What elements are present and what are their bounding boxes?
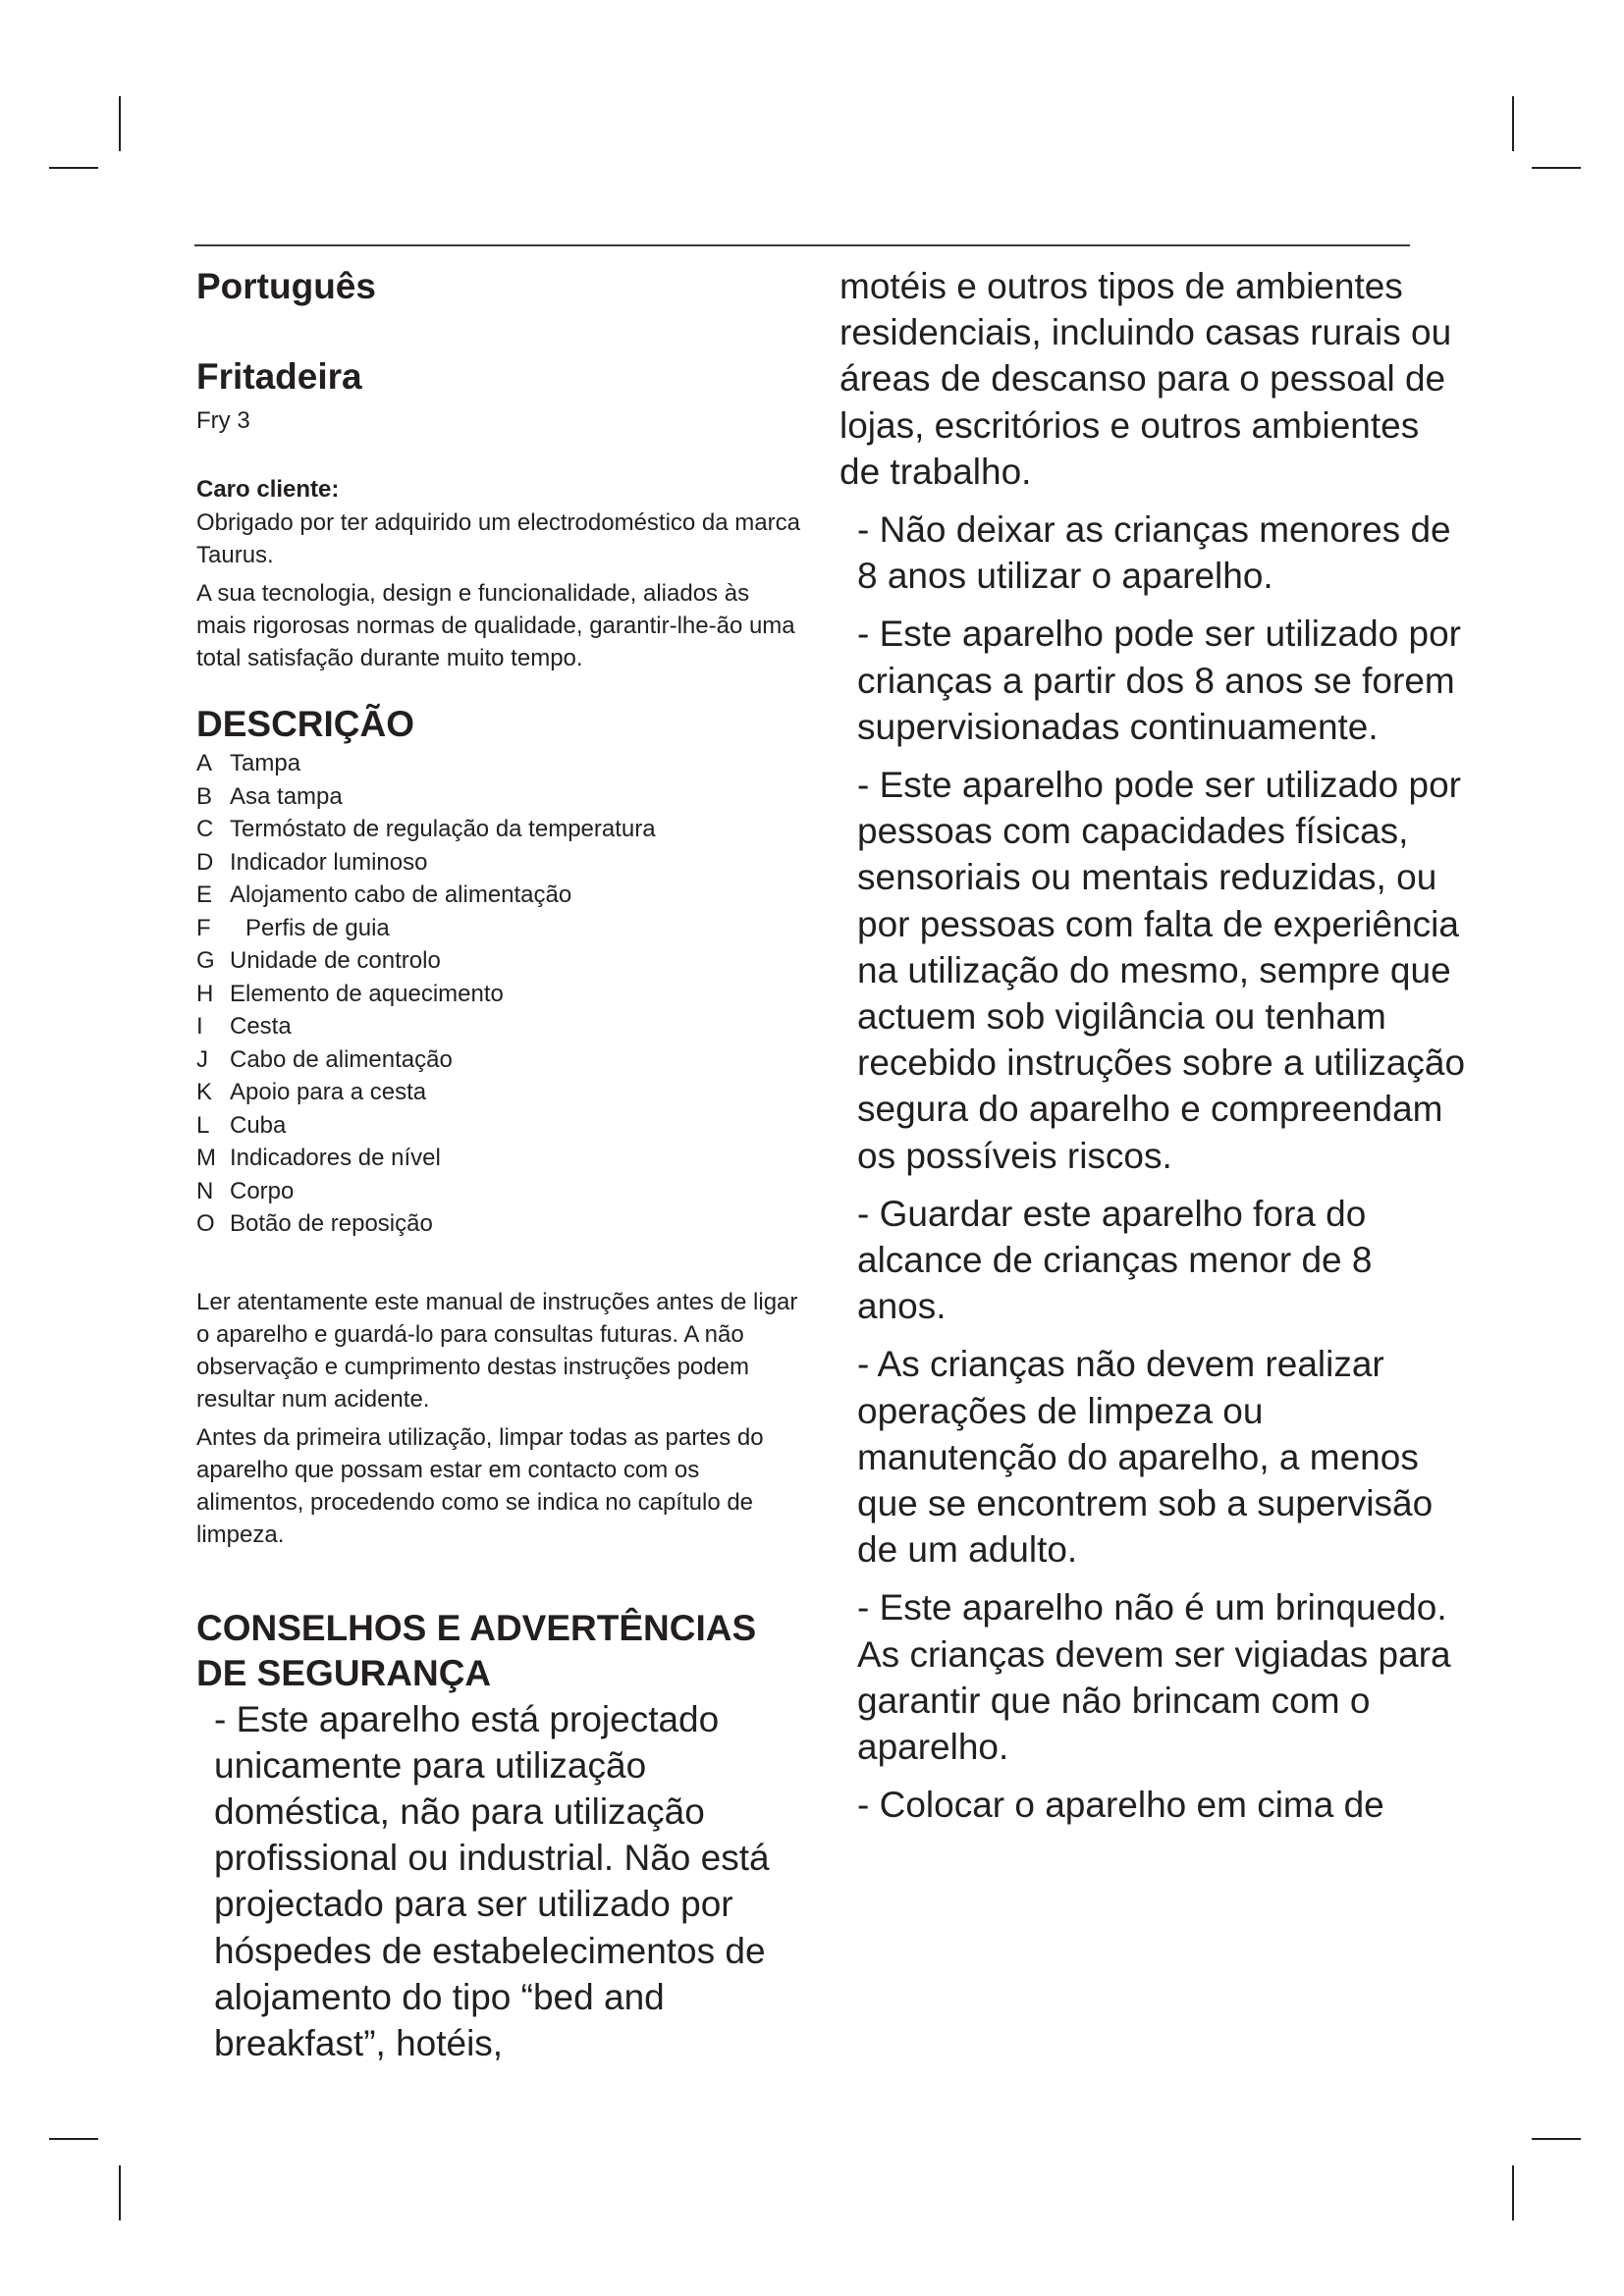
part-name: Perfis de guia	[245, 914, 390, 941]
crop-mark-bottom-left-horizontal	[49, 2138, 98, 2140]
part-name: Cabo de alimentação	[230, 1045, 453, 1073]
part-letter: L	[196, 1111, 210, 1139]
crop-mark-bottom-right-horizontal	[1532, 2138, 1581, 2140]
part-name: Indicadores de nível	[230, 1145, 441, 1171]
part-letter: O	[196, 1210, 215, 1237]
safety-item: - Colocar o aparelho em cima de	[857, 1785, 1384, 1826]
part-letter: H	[196, 980, 214, 1007]
safety-item: - Este aparelho pode ser utilizado por crianças a partir dos 8 anos se forem supervisionadas continuamente.	[857, 614, 1461, 747]
part-letter: F	[196, 914, 211, 941]
part-letter: K	[196, 1079, 213, 1105]
safety-item: - Este aparelho pode ser utilizado por pessoas com capacidades físicas, sensoriais ou mentais reduzidas, ou por pessoas com falta de experiência na utilização do mesmo, sempre que actuem sob vigilância ou tenham recebido instruções sobre a utilização segura do aparelho e compreendam os possíveis riscos.	[857, 765, 1466, 1176]
list-item	[196, 1142, 805, 1175]
part-letter: C	[196, 816, 214, 842]
safety-item: - As crianças não devem realizar operações de limpeza ou manutenção do aparelho, a menos que se encontrem sob a supervisão de um adulto.	[857, 1344, 1434, 1571]
safety-item: - Este aparelho não é um brinquedo. As crianças devem ser vigiadas para garantir que não brincam com o aparelho.	[857, 1587, 1451, 1768]
part-letter: M	[196, 1145, 216, 1171]
list-item	[196, 1109, 805, 1143]
intro-paragraph: Obrigado por ter adquirido um electrodoméstico da marca Taurus.	[196, 509, 800, 568]
part-letter: I	[196, 1013, 203, 1040]
intro-paragraph: A sua tecnologia, design e funcionalidade, aliados às mais rigorosas normas de qualidade, garantir-lhe-ão uma total satisfação durante muito tempo.	[196, 580, 795, 671]
crop-mark-top-left-horizontal	[49, 167, 98, 169]
list-item	[196, 1207, 805, 1241]
safety-item: - Guardar este aparelho fora do alcance de crianças menor de 8 anos.	[857, 1193, 1373, 1327]
product-title: Fritadeira	[196, 356, 362, 397]
list-item	[196, 813, 805, 846]
list-item	[196, 1010, 805, 1043]
part-name: Cuba	[230, 1111, 287, 1139]
model-name: Fry 3	[196, 407, 250, 434]
safety-paragraph-continuation: motéis e outros tipos de ambientes residenciais, incluindo casas rurais ou áreas de descanso para o pessoal de lojas, escritórios e outros ambientes de trabalho.	[839, 266, 1452, 492]
safety-paragraph: - Este aparelho está projectado unicamente para utilização doméstica, não para utilização profissional ou industrial. Não está projectado para ser utilizado por hóspedes de estabelecimentos de alojamento do tipo “bed and breakfast”, hotéis,	[214, 1698, 770, 2063]
crop-mark-top-right-horizontal	[1532, 167, 1581, 169]
list-item	[196, 1043, 805, 1077]
safety-item: - Não deixar as crianças menores de 8 anos utilizar o aparelho.	[857, 509, 1451, 597]
part-letter: J	[196, 1045, 208, 1073]
part-letter: B	[196, 782, 213, 810]
part-letter: G	[196, 947, 215, 974]
list-item	[196, 1175, 805, 1208]
parts-list	[196, 747, 805, 1241]
list-item	[196, 846, 805, 880]
language-heading: Português	[196, 266, 376, 306]
crop-mark-top-right-vertical	[1512, 96, 1514, 151]
part-letter: E	[196, 881, 213, 908]
list-item	[196, 1076, 805, 1109]
part-name: Tampa	[230, 750, 301, 776]
crop-mark-bottom-right-vertical	[1512, 2165, 1514, 2220]
part-letter: A	[196, 750, 213, 776]
safety-heading: CONSELHOS E ADVERTÊNCIAS DE SEGURANÇA	[196, 1607, 757, 1693]
header-rule	[194, 244, 1410, 246]
part-name: Botão de reposição	[230, 1210, 433, 1237]
part-name: Cesta	[230, 1013, 292, 1040]
description-heading: DESCRIÇÃO	[196, 704, 415, 744]
instructions-note: Ler atentamente este manual de instruções antes de ligar o aparelho e guardá-lo para consultas futuras. A não observação e cumprimento destas instruções podem resultar num acidente.	[196, 1288, 798, 1413]
part-name: Indicador luminoso	[230, 848, 428, 876]
part-letter: N	[196, 1177, 214, 1204]
list-item	[196, 912, 805, 945]
right-column	[839, 263, 1468, 1829]
first-use-note: Antes da primeira utilização, limpar todas as partes do aparelho que possam estar em contacto com os alimentos, procedendo como se indica no capítulo de limpeza.	[196, 1423, 764, 1548]
crop-mark-bottom-left-vertical	[119, 2165, 121, 2220]
part-name: Corpo	[230, 1177, 295, 1204]
list-item	[196, 879, 805, 912]
part-name: Asa tampa	[230, 782, 343, 810]
left-column	[196, 263, 805, 2066]
part-letter: D	[196, 848, 214, 876]
list-item	[196, 944, 805, 978]
part-name: Unidade de controlo	[230, 947, 441, 974]
list-item	[196, 747, 805, 780]
part-name: Termóstato de regulação da temperatura	[230, 816, 656, 842]
crop-mark-top-left-vertical	[119, 96, 121, 151]
part-name: Elemento de aquecimento	[230, 980, 504, 1007]
list-item	[196, 978, 805, 1011]
part-name: Alojamento cabo de alimentação	[230, 881, 572, 908]
part-name: Apoio para a cesta	[230, 1079, 427, 1105]
list-item	[196, 780, 805, 814]
greeting: Caro cliente:	[196, 476, 340, 503]
